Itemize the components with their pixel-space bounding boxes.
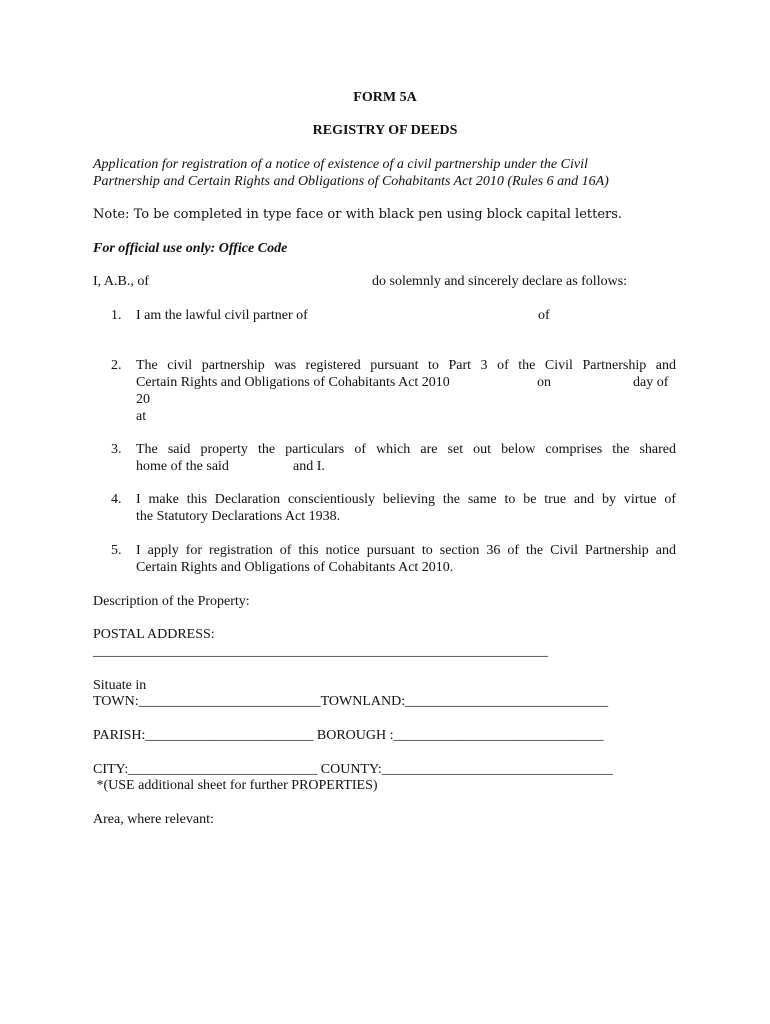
- form-number-heading: FORM 5A: [353, 90, 417, 105]
- item-number: 5.: [111, 543, 122, 558]
- item-2-line-2-on: on: [537, 375, 551, 390]
- item-2-line-1: The civil partnership was registered pursuant to Part 3 of the Civil Partnership and: [136, 358, 676, 373]
- declarant-prefix: I, A.B., of: [93, 274, 149, 289]
- item-2-line-2-act: Certain Rights and Obligations of Cohabitants Act 2010: [136, 375, 450, 390]
- declarant-suffix: do solemnly and sincerely declare as follows:: [372, 274, 628, 289]
- postal-address-field[interactable]: _________________________________________________________________: [93, 644, 548, 659]
- item-number: 3.: [111, 442, 122, 457]
- item-4-line-2: the Statutory Declarations Act 1938.: [136, 509, 341, 524]
- additional-sheet-note: *(USE additional sheet for further PROPERTIES): [93, 778, 378, 793]
- item-3-line-1: The said property the particulars of which are set out below comprises the shared: [136, 442, 676, 457]
- application-title-line-1: Application for registration of a notice of existence of a civil partnership under the Civil: [93, 157, 588, 172]
- item-2-at: at: [136, 409, 147, 424]
- item-1-of: of: [538, 308, 550, 323]
- situate-in-label: Situate in: [93, 678, 147, 693]
- item-3-line-2-end: and I.: [293, 459, 325, 474]
- official-use-label: For official use only: Office Code: [93, 241, 288, 256]
- item-2-year: 20: [136, 392, 150, 407]
- item-3-line-2-start: home of the said: [136, 459, 229, 474]
- property-description-label: Description of the Property:: [93, 594, 250, 609]
- item-1-text: I am the lawful civil partner of: [136, 308, 308, 323]
- application-title-line-2: Partnership and Certain Rights and Obligations of Cohabitants Act 2010 (Rules 6 and 16A): [93, 174, 609, 189]
- city-county-fields[interactable]: CITY:___________________________ COUNTY:_________________________________: [93, 762, 613, 777]
- item-number: 2.: [111, 358, 122, 373]
- postal-address-label: POSTAL ADDRESS:: [93, 627, 215, 642]
- completion-note: Note: To be completed in type face or with black pen using block capital letters.: [93, 207, 623, 222]
- item-5-line-2: Certain Rights and Obligations of Cohabitants Act 2010.: [136, 560, 454, 575]
- parish-borough-fields[interactable]: PARISH:________________________ BOROUGH :______________________________: [93, 728, 604, 743]
- item-number: 1.: [111, 308, 122, 323]
- area-label: Area, where relevant:: [93, 812, 214, 827]
- item-number: 4.: [111, 492, 122, 507]
- item-4-line-1: I make this Declaration conscientiously believing the same to be true and by virtue of: [136, 492, 676, 507]
- item-2-line-2-day-of: day of: [633, 375, 669, 390]
- registry-heading: REGISTRY OF DEEDS: [312, 123, 458, 138]
- town-townland-fields[interactable]: TOWN:__________________________TOWNLAND:_____________________________: [93, 694, 609, 709]
- item-5-line-1: I apply for registration of this notice pursuant to section 36 of the Civil Partnership and: [136, 543, 676, 558]
